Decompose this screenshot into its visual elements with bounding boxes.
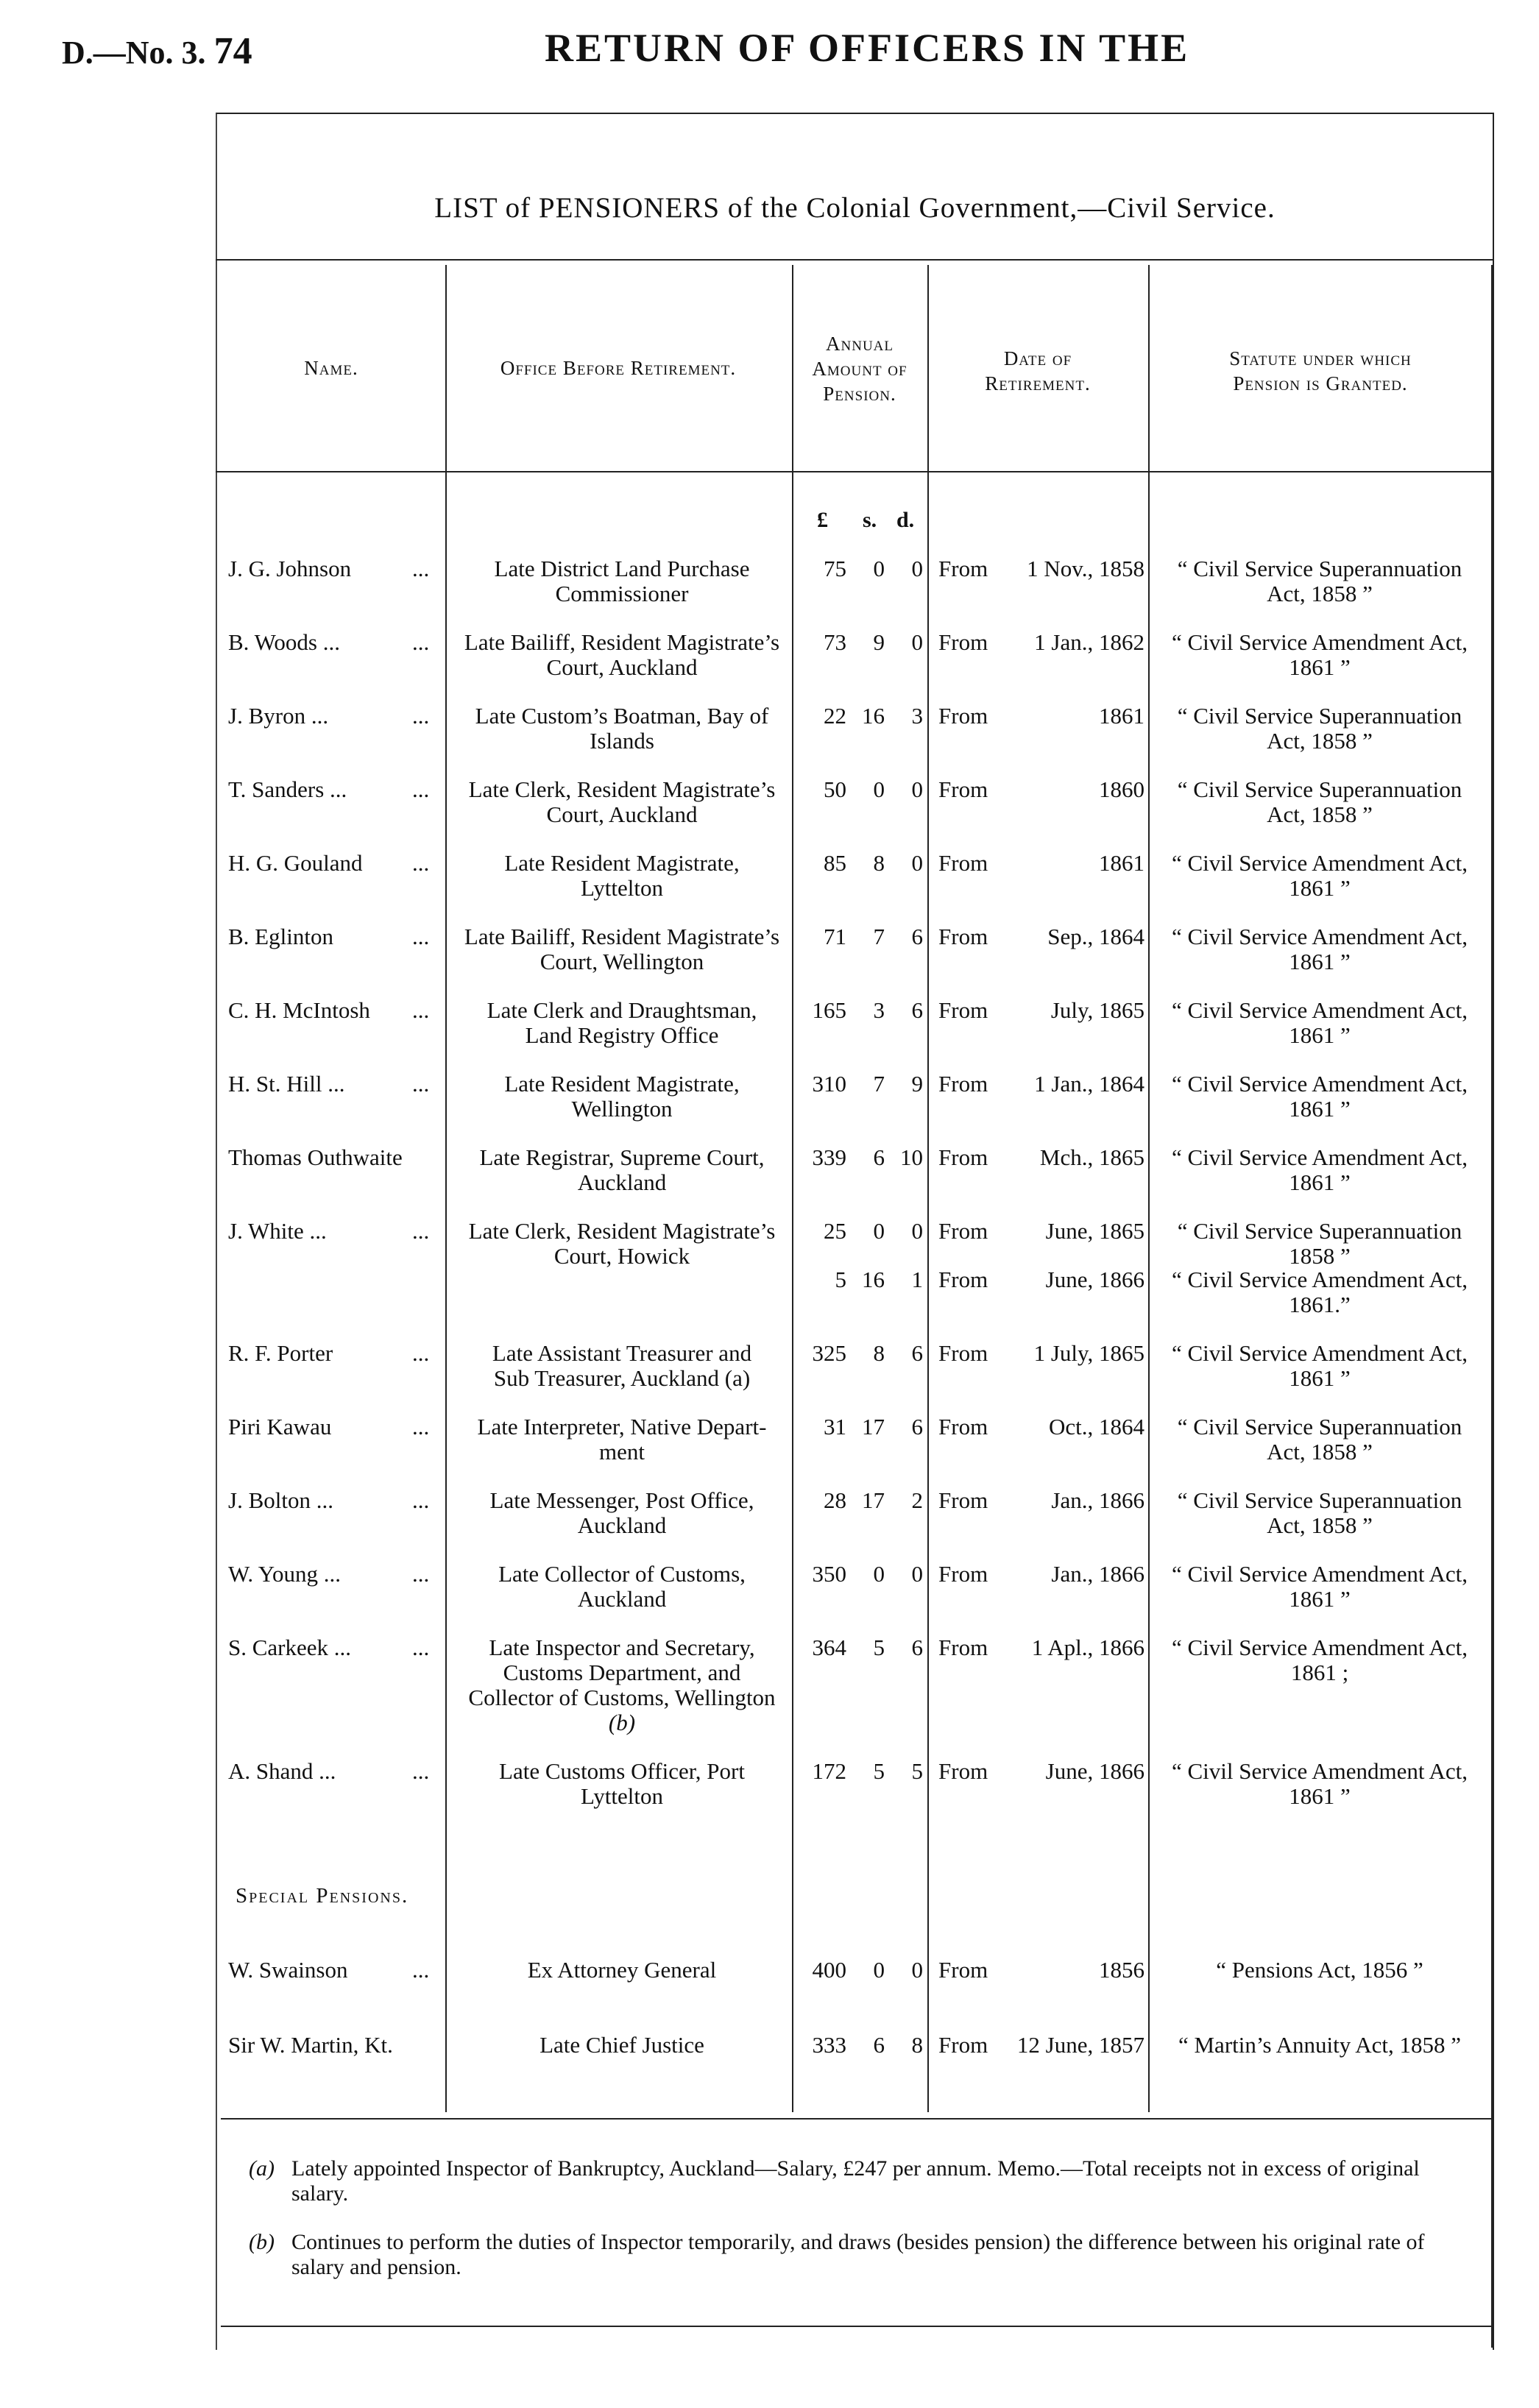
pension-pounds: 400 bbox=[812, 1957, 846, 1983]
list-title: LIST of PENSIONERS of the Colonial Government,—Civil Service. bbox=[434, 192, 1276, 224]
pension-pounds: 364 bbox=[812, 1635, 846, 1660]
pension-shillings: 5 bbox=[873, 1635, 885, 1660]
statute: “ Civil Service Superannuation Act, 1858 ” bbox=[1177, 776, 1462, 827]
divider bbox=[221, 2326, 1494, 2327]
pension-shillings: 16 bbox=[862, 1267, 885, 1292]
pension-shillings: 7 bbox=[873, 1071, 885, 1097]
table-row bbox=[0, 1072, 1539, 1138]
retirement-date: Jan., 1866 bbox=[1051, 1561, 1144, 1587]
pensioner-name: S. Carkeek ... bbox=[228, 1635, 352, 1660]
pension-pence: 10 bbox=[900, 1144, 923, 1170]
office-before-retirement: Late Inspector and Secretary, Customs Department, and Collector of Customs, Wellington (b) bbox=[468, 1635, 776, 1735]
pension-pence: 0 bbox=[911, 850, 923, 876]
statute: “ Civil Service Amendment Act, 1861 ” bbox=[1171, 1144, 1468, 1195]
retirement-date: 1861 bbox=[1099, 703, 1144, 729]
pension-pounds: 339 bbox=[812, 1144, 846, 1170]
table-row bbox=[0, 1488, 1539, 1554]
table-row bbox=[0, 1562, 1539, 1628]
retirement-date: 1 Nov., 1858 bbox=[1027, 556, 1144, 581]
table-row bbox=[0, 630, 1539, 696]
statute: “ Civil Service Amendment Act, 1861 ; bbox=[1171, 1635, 1468, 1685]
special-pensions-heading: Special Pensions. bbox=[236, 1884, 409, 1908]
office-before-retirement: Late Clerk and Draughtsman, Land Registry Office bbox=[487, 997, 757, 1048]
shillings-label: s. bbox=[863, 508, 877, 532]
retirement-date: 1 Jan., 1862 bbox=[1034, 629, 1144, 655]
pension-pounds: 333 bbox=[812, 2032, 846, 2058]
retirement-date: 1861 bbox=[1099, 850, 1144, 876]
pension-pounds: 50 bbox=[824, 776, 846, 802]
pension-pounds: 28 bbox=[824, 1487, 846, 1513]
leader-dots: ... bbox=[412, 1635, 430, 1660]
pension-pounds: 22 bbox=[824, 703, 846, 729]
pension-shillings: 17 bbox=[862, 1414, 885, 1440]
pounds-label: £ bbox=[817, 508, 828, 532]
office-before-retirement: Late Clerk, Resident Magistrate’s Court, Howick bbox=[468, 1218, 776, 1269]
pension-pence: 6 bbox=[911, 1635, 923, 1660]
pension-shillings: 8 bbox=[873, 850, 885, 876]
pension-shillings: 0 bbox=[873, 1561, 885, 1587]
statute: “ Pensions Act, 1856 ” bbox=[1216, 1957, 1423, 1983]
footnote-mark: (b) bbox=[249, 2230, 275, 2254]
leader-dots: ... bbox=[412, 629, 430, 655]
from-label: From bbox=[938, 1635, 988, 1660]
office-before-retirement: Ex Attorney General bbox=[527, 1957, 717, 1983]
retirement-date: Oct., 1864 bbox=[1048, 1414, 1144, 1440]
pension-shillings: 0 bbox=[873, 776, 885, 802]
office-before-retirement: Late Chief Justice bbox=[539, 2032, 704, 2058]
page-title: RETURN OF OFFICERS IN THE bbox=[545, 26, 1190, 70]
statute: “ Civil Service Amendment Act, 1861 ” bbox=[1171, 1758, 1468, 1809]
pensioner-name: J. Byron ... bbox=[228, 703, 329, 729]
from-label: From bbox=[938, 1071, 988, 1097]
table-row bbox=[0, 851, 1539, 917]
table-row bbox=[0, 1635, 1539, 1746]
table-row bbox=[0, 1759, 1539, 1825]
column-header-amount: Annual Amount of Pension. bbox=[812, 333, 908, 405]
pension-pence: 2 bbox=[911, 1487, 923, 1513]
from-label: From bbox=[938, 703, 988, 729]
footnote-b bbox=[249, 2230, 1478, 2289]
from-label: From bbox=[938, 2032, 988, 2058]
divider bbox=[216, 259, 1494, 261]
retirement-date: July, 1865 bbox=[1050, 997, 1144, 1023]
pension-pence: 9 bbox=[911, 1071, 923, 1097]
pension-pence: 0 bbox=[911, 629, 923, 655]
office-before-retirement: Late Messenger, Post Office, Auckland bbox=[489, 1487, 754, 1538]
pension-pounds: 310 bbox=[812, 1071, 846, 1097]
office-before-retirement: Late Resident Magistrate, Wellington bbox=[504, 1071, 740, 1122]
leader-dots: ... bbox=[412, 1758, 430, 1784]
pension-pence: 0 bbox=[911, 1957, 923, 1983]
statute: “ Civil Service Amendment Act, 1861 ” bbox=[1171, 924, 1468, 974]
from-label: From bbox=[938, 1758, 988, 1784]
leader-dots: ... bbox=[412, 850, 430, 876]
footnote-mark: (a) bbox=[249, 2156, 275, 2181]
from-label: From bbox=[938, 850, 988, 876]
statute: “ Civil Service Superannuation Act, 1858 ” bbox=[1177, 1487, 1462, 1538]
leader-dots: ... bbox=[412, 556, 430, 581]
pension-shillings: 5 bbox=[873, 1758, 885, 1784]
leader-dots: ... bbox=[412, 1957, 430, 1983]
pension-shillings: 0 bbox=[873, 1218, 885, 1244]
pensioner-name: Piri Kawau bbox=[228, 1414, 332, 1440]
pension-pounds: 85 bbox=[824, 850, 846, 876]
leader-dots: ... bbox=[412, 997, 430, 1023]
retirement-date: 1 July, 1865 bbox=[1033, 1340, 1144, 1366]
pensioner-name: J. Bolton ... bbox=[228, 1487, 333, 1513]
table-row bbox=[0, 924, 1539, 991]
from-label: From bbox=[938, 1487, 988, 1513]
from-label: From bbox=[938, 997, 988, 1023]
leader-dots: ... bbox=[412, 1071, 430, 1097]
divider bbox=[216, 471, 1494, 472]
pension-pounds: 73 bbox=[824, 629, 846, 655]
pensioner-name: B. Eglinton bbox=[228, 924, 333, 949]
footnote-text: Lately appointed Inspector of Bankruptcy, Auckland—Salary, £247 per annum. Memo.—Total receipts not in excess of original salary. bbox=[291, 2156, 1420, 2206]
table-row bbox=[0, 998, 1539, 1064]
table-row bbox=[0, 1341, 1539, 1407]
pensioner-name: J. White ... bbox=[228, 1218, 327, 1244]
table-row bbox=[0, 556, 1539, 623]
pension-pounds: 75 bbox=[824, 556, 846, 581]
leader-dots: ... bbox=[412, 776, 430, 802]
doc-ref: D.—No. 3. bbox=[62, 35, 206, 71]
from-label: From bbox=[938, 924, 988, 949]
pension-shillings: 9 bbox=[873, 629, 885, 655]
statute: “ Civil Service Amendment Act, 1861 ” bbox=[1171, 850, 1468, 901]
pension-shillings: 8 bbox=[873, 1340, 885, 1366]
document-reference bbox=[62, 29, 252, 73]
pension-pounds: 5 bbox=[835, 1267, 846, 1292]
retirement-date: 12 June, 1857 bbox=[1016, 2032, 1144, 2058]
from-label: From bbox=[938, 776, 988, 802]
pension-pence: 6 bbox=[911, 1340, 923, 1366]
pension-shillings: 6 bbox=[873, 2032, 885, 2058]
pension-shillings: 0 bbox=[873, 556, 885, 581]
leader-dots: ... bbox=[412, 1561, 430, 1587]
statute: “ Civil Service Superannuation Act, 1858 ” bbox=[1177, 703, 1462, 754]
column-header-statute: Statute under which Pension is Granted. bbox=[1229, 347, 1412, 394]
pensioner-name: W. Young ... bbox=[228, 1561, 342, 1587]
office-before-retirement: Late Registrar, Supreme Court, Auckland bbox=[479, 1144, 765, 1195]
from-label: From bbox=[938, 1414, 988, 1440]
pension-pounds: 165 bbox=[812, 997, 846, 1023]
pensioner-name: H. St. Hill ... bbox=[228, 1071, 345, 1097]
from-label: From bbox=[938, 1957, 988, 1983]
pensioner-name: R. F. Porter bbox=[228, 1340, 333, 1366]
from-label: From bbox=[938, 1561, 988, 1587]
statute: “ Civil Service Amendment Act, 1861 ” bbox=[1171, 1340, 1468, 1391]
leader-dots: ... bbox=[412, 924, 430, 949]
pensioner-name: Sir W. Martin, Kt. bbox=[228, 2032, 393, 2058]
office-before-retirement: Late Resident Magistrate, Lyttelton bbox=[504, 850, 740, 901]
divider bbox=[221, 2118, 1494, 2120]
from-label: From bbox=[938, 629, 988, 655]
retirement-date: June, 1865 bbox=[1045, 1218, 1144, 1244]
pence-label: d. bbox=[896, 508, 915, 532]
office-before-retirement: Late Customs Officer, Port Lyttelton bbox=[499, 1758, 745, 1809]
table-row bbox=[0, 1958, 1539, 2024]
pension-pence: 6 bbox=[911, 924, 923, 949]
pension-shillings: 7 bbox=[873, 924, 885, 949]
leader-dots: ... bbox=[412, 703, 430, 729]
pension-shillings: 16 bbox=[862, 703, 885, 729]
pension-shillings: 6 bbox=[873, 1144, 885, 1170]
retirement-date: June, 1866 bbox=[1045, 1758, 1144, 1784]
table-row-continuation bbox=[0, 1267, 1539, 1319]
table-row bbox=[0, 704, 1539, 770]
pension-pence: 6 bbox=[911, 997, 923, 1023]
pension-shillings: 3 bbox=[873, 997, 885, 1023]
pension-pence: 0 bbox=[911, 776, 923, 802]
retirement-date: 1856 bbox=[1099, 1957, 1144, 1983]
footnote-a bbox=[249, 2156, 1478, 2215]
table-row bbox=[0, 777, 1539, 843]
pensioner-name: C. H. McIntosh bbox=[228, 997, 370, 1023]
pension-shillings: 17 bbox=[862, 1487, 885, 1513]
office-before-retirement: Late Collector of Customs, Auckland bbox=[498, 1561, 746, 1612]
pension-pounds: 172 bbox=[812, 1758, 846, 1784]
office-before-retirement: Late Custom’s Boatman, Bay of Islands bbox=[475, 703, 769, 754]
statute: “ Martin’s Annuity Act, 1858 ” bbox=[1178, 2032, 1462, 2058]
statute: “ Civil Service Superannuation Act, 1858 ” bbox=[1177, 1414, 1462, 1465]
pensioner-name: H. G. Gouland bbox=[228, 850, 363, 876]
pensioner-name: J. G. Johnson bbox=[228, 556, 352, 581]
pension-pence: 0 bbox=[911, 1218, 923, 1244]
pension-shillings: 0 bbox=[873, 1957, 885, 1983]
statute: “ Civil Service Amendment Act, 1861 ” bbox=[1171, 1071, 1468, 1122]
retirement-date: Sep., 1864 bbox=[1047, 924, 1144, 949]
leader-dots: ... bbox=[412, 1218, 430, 1244]
from-label: From bbox=[938, 1267, 988, 1292]
table-row bbox=[0, 1414, 1539, 1481]
retirement-date: Mch., 1865 bbox=[1039, 1144, 1144, 1170]
pension-pence: 1 bbox=[911, 1267, 923, 1292]
statute: “ Civil Service Amendment Act, 1861 ” bbox=[1171, 1561, 1468, 1612]
statute: “ Civil Service Superannuation 1858 ” bbox=[1177, 1218, 1462, 1269]
office-before-retirement: Late Assistant Treasurer and Sub Treasurer, Auckland (a) bbox=[492, 1340, 752, 1391]
pension-pence: 6 bbox=[911, 1414, 923, 1440]
leader-dots: ... bbox=[412, 1340, 430, 1366]
leader-dots: ... bbox=[412, 1487, 430, 1513]
pension-pence: 0 bbox=[911, 556, 923, 581]
table-row bbox=[0, 2033, 1539, 2099]
table-row bbox=[0, 1145, 1539, 1211]
pension-pence: 0 bbox=[911, 1561, 923, 1587]
retirement-date: Jan., 1866 bbox=[1051, 1487, 1144, 1513]
column-header-office: Office Before Retirement. bbox=[500, 357, 737, 379]
pension-pounds: 31 bbox=[824, 1414, 846, 1440]
retirement-date: 1860 bbox=[1099, 776, 1144, 802]
from-label: From bbox=[938, 1218, 988, 1244]
statute: “ Civil Service Amendment Act, 1861.” bbox=[1171, 1267, 1468, 1317]
leader-dots: ... bbox=[412, 1414, 430, 1440]
pension-pounds: 25 bbox=[824, 1218, 846, 1244]
office-before-retirement: Late District Land Purchase Commissioner bbox=[494, 556, 750, 606]
column-header-date: Date of Retirement. bbox=[985, 347, 1091, 394]
pension-pounds: 325 bbox=[812, 1340, 846, 1366]
column-header-name: Name. bbox=[304, 357, 358, 379]
pension-pounds: 71 bbox=[824, 924, 846, 949]
retirement-date: 1 Jan., 1864 bbox=[1034, 1071, 1144, 1097]
retirement-date: June, 1866 bbox=[1045, 1267, 1144, 1292]
statute: “ Civil Service Amendment Act, 1861 ” bbox=[1171, 629, 1468, 680]
from-label: From bbox=[938, 1340, 988, 1366]
pension-pounds: 350 bbox=[812, 1561, 846, 1587]
from-label: From bbox=[938, 1144, 988, 1170]
pensioner-name: B. Woods ... bbox=[228, 629, 340, 655]
statute: “ Civil Service Amendment Act, 1861 ” bbox=[1171, 997, 1468, 1048]
office-before-retirement: Late Interpreter, Native Depart- ment bbox=[477, 1414, 767, 1465]
from-label: From bbox=[938, 556, 988, 581]
statute: “ Civil Service Superannuation Act, 1858 ” bbox=[1177, 556, 1462, 606]
pensioner-name: A. Shand ... bbox=[228, 1758, 336, 1784]
pension-pence: 5 bbox=[911, 1758, 923, 1784]
pension-pence: 8 bbox=[911, 2032, 923, 2058]
pension-pence: 3 bbox=[911, 703, 923, 729]
pensioner-name: W. Swainson bbox=[228, 1957, 348, 1983]
office-before-retirement: Late Bailiff, Resident Magistrate’s Court, Wellington bbox=[464, 924, 780, 974]
footnote-text: Continues to perform the duties of Inspector temporarily, and draws (besides pension) the difference between his original rate of salary and pension. bbox=[291, 2230, 1425, 2279]
pensioner-name: T. Sanders ... bbox=[228, 776, 347, 802]
pensioner-name: Thomas Outhwaite bbox=[228, 1144, 403, 1170]
office-before-retirement: Late Clerk, Resident Magistrate’s Court, Auckland bbox=[468, 776, 776, 827]
office-before-retirement: Late Bailiff, Resident Magistrate’s Court, Auckland bbox=[464, 629, 780, 680]
retirement-date: 1 Apl., 1866 bbox=[1031, 1635, 1144, 1660]
page-number: 74 bbox=[213, 30, 252, 72]
